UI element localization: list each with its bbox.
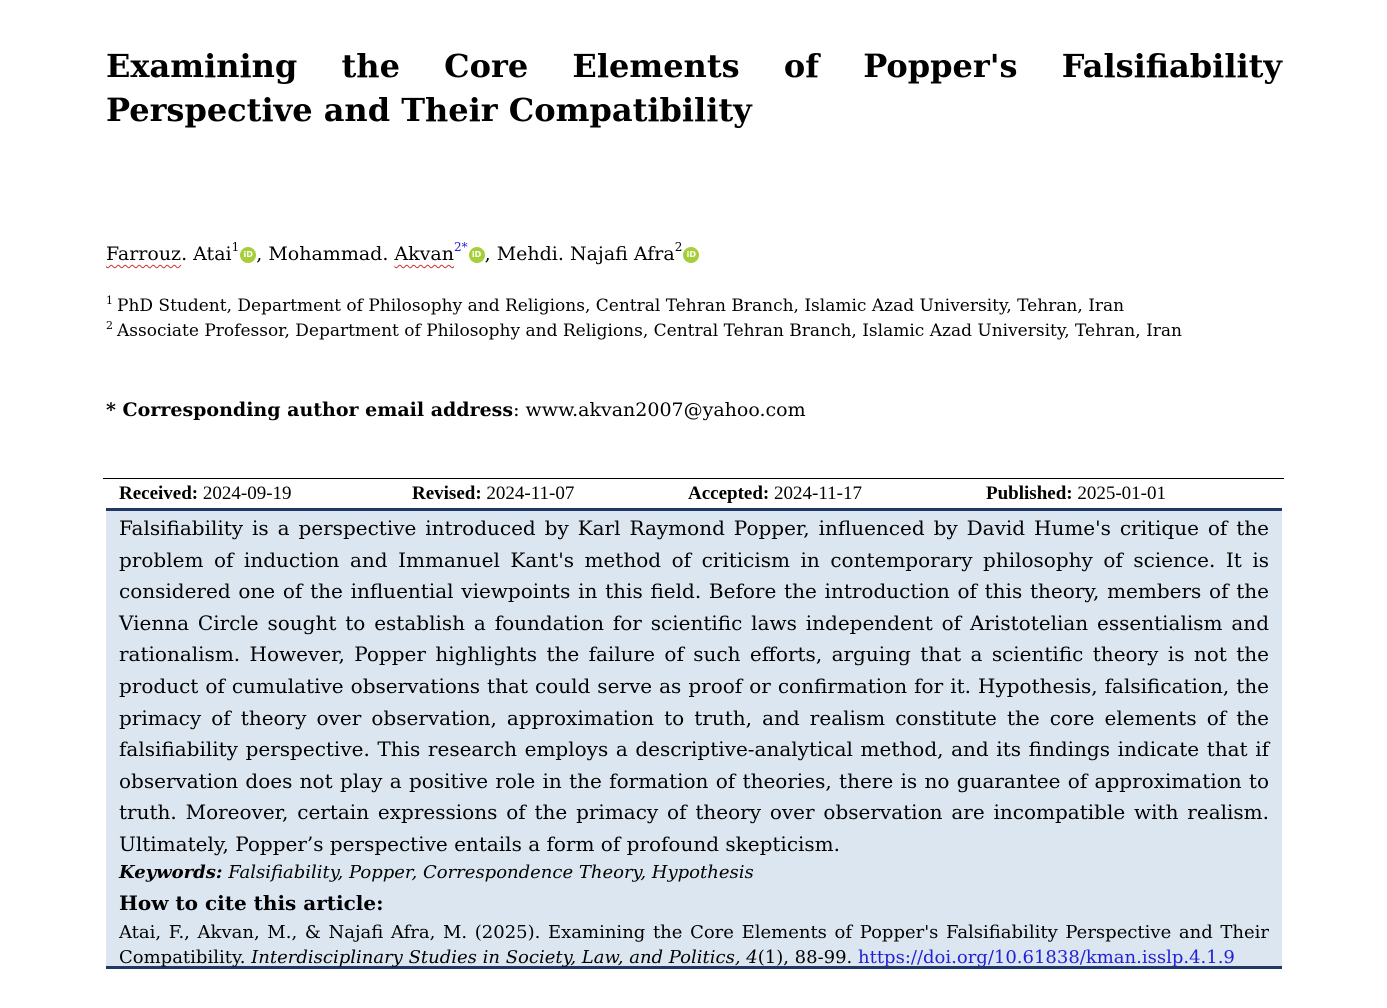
author-affil-sup: 2* (453, 240, 468, 254)
keywords-text: Falsifiability, Popper, Correspondence Theory, Hypothesis (228, 862, 754, 883)
author-affil-sup: 1 (231, 240, 240, 254)
received-date: Received: 2024-09-19 (119, 483, 292, 504)
author-last-name: Akvan (394, 243, 454, 265)
citation-journal: Interdisciplinary Studies in Society, Law, and Politics, 4 (251, 947, 758, 968)
affiliation-number: 2 (106, 319, 113, 332)
citation-prefix: Atai, F., Akvan, M., & Najafi Afra, M. (2025). Examining the Core Elements of Popper's Falsifiability Perspective and Their Compatibility. (119, 922, 1269, 968)
affiliation-2 (106, 319, 1182, 343)
corresponding-label: * Corresponding author email address (106, 399, 514, 421)
keywords-label: Keywords: (119, 862, 223, 883)
article-dates (103, 478, 1284, 508)
published-date: Published: 2025-01-01 (986, 483, 1166, 504)
author-last-name: Najafi Afra (569, 243, 675, 265)
author-first-name: Mehdi (496, 243, 558, 265)
corresponding-email[interactable]: www.akvan2007@yahoo.com (525, 399, 806, 421)
author-first-name: Farrouz (106, 243, 182, 265)
citation (119, 920, 1269, 970)
affiliation-number: 1 (106, 294, 113, 307)
orcid-icon[interactable]: iD (469, 247, 485, 263)
author-list: Farrouz. Atai$^1$iD , Mohammad. Akvan$^{2*}$iD , Mehdi. Najafi Afra$^2$iD (106, 240, 699, 268)
keywords (119, 860, 754, 886)
article-title: Examining the Core Elements of Popper's Falsifiability Perspective and Their Compatibility (106, 47, 1282, 129)
abstract-box (106, 508, 1282, 969)
affiliation-text: PhD Student, Department of Philosophy and Religions, Central Tehran Branch, Islamic Azad University, Tehran, Iran (117, 296, 1125, 316)
citation-issue: (1), 88-99. (757, 947, 858, 968)
accepted-date: Accepted: 2024-11-17 (688, 483, 862, 504)
abstract-text: Falsifiability is a perspective introduced by Karl Raymond Popper, influenced by David Hume's critique of the problem of induction and Immanuel Kant's method of criticism in contemporary philosophy of science. It is considered one of the influential viewpoints in this field. Before the introduction of this theory, members of the Vienna Circle sought to establish a foundation for scientific laws independent of Aristotelian essentialism and rationalism. However, Popper highlights the failure of such efforts, arguing that a scientific theory is not the product of cumulative observations that could serve as proof or confirmation for it. Hypothesis, falsification, the primacy of theory over observation, approximation to truth, and realism constitute the core elements of the falsifiability perspective. This research employs a descriptive-analytical method, and its findings indicate that if observation does not play a positive role in the formation of theories, there is no guarantee of approximation to truth. Moreover, certain expressions of the primacy of theory over observation are incompatible with realism. Ultimately, Popper’s perspective entails a form of profound skepticism. (119, 516, 1269, 856)
orcid-icon[interactable]: iD (683, 247, 699, 263)
affiliation-text: Associate Professor, Department of Philosophy and Religions, Central Tehran Branch, Islamic Azad University, Tehran, Iran (117, 321, 1182, 341)
author-affil-sup: 2 (674, 240, 683, 254)
citation-heading: How to cite this article: (119, 891, 384, 915)
corresponding-author: * Corresponding author email address: www.akvan2007@yahoo.com (106, 399, 806, 421)
author-first-name: Mohammad (268, 243, 383, 265)
doi-link[interactable]: https://doi.org/10.61838/kman.isslp.4.1.9 (858, 947, 1235, 968)
affiliation-1 (106, 294, 1124, 318)
author-last-name: Atai (193, 243, 232, 265)
revised-date: Revised: 2024-11-07 (412, 483, 575, 504)
orcid-icon[interactable]: iD (240, 247, 256, 263)
